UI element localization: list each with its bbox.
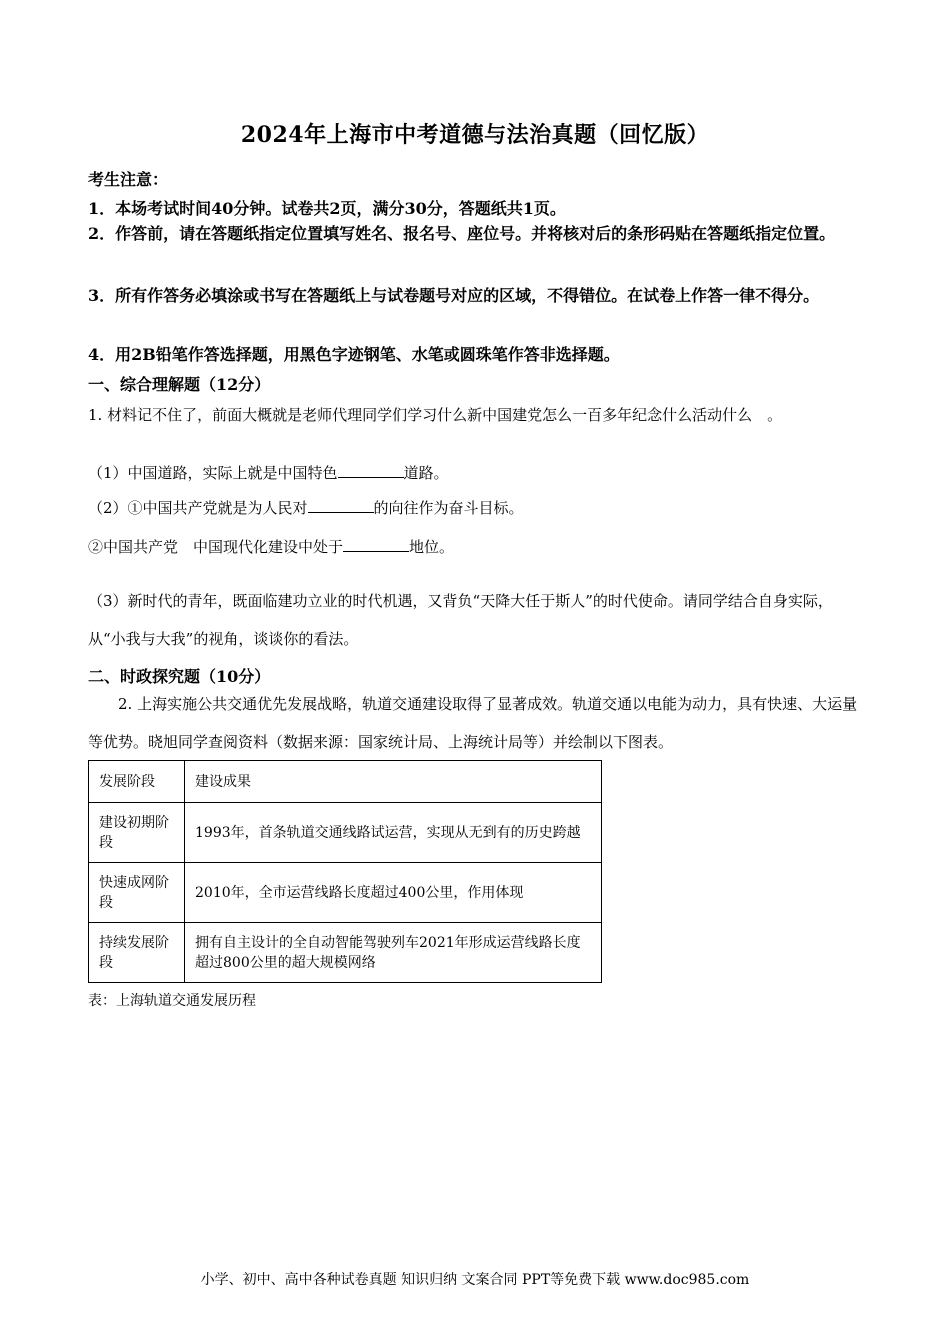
- table-row: [89, 923, 602, 983]
- notice-item-3: 3．所有作答务必填涂或书写在答题纸上与试卷题号对应的区域，不得错位。在试卷上作答一律不得分。: [88, 286, 820, 305]
- q1-part-1-text: （1）中国道路，实际上就是中国特色: [88, 464, 338, 482]
- table-header-cell: 建设成果: [185, 761, 602, 803]
- table-header-cell: 发展阶段: [89, 761, 185, 803]
- q1-part-2a-text: （2）①中国共产党就是为人民对: [88, 499, 308, 517]
- q2-intro: 2. 上海实施公共交通优先发展战略，轨道交通建设取得了显著成效。轨道交通以电能为动力，具有快速、大运量等优势。晓旭同学查阅资料（数据来源：国家统计局、上海统计局等）并绘制以下图表。: [88, 695, 858, 751]
- q1-part-2b-end: 地位。: [409, 538, 455, 556]
- notice-item-2: 2．作答前，请在答题纸指定位置填写姓名、报名号、座位号。并将核对后的条形码贴在答题纸指定位置。: [88, 224, 836, 243]
- table-caption: 表：上海轨道交通发展历程: [88, 993, 256, 1009]
- q1-part-2b-text: ②中国共产党 中国现代化建设中处于: [88, 538, 344, 556]
- table-cell-result: 1993年，首条轨道交通线路试运营，实现从无到有的历史跨越: [185, 803, 602, 863]
- table-cell-stage: 快速成网阶段: [89, 863, 185, 923]
- table-header-row: [89, 761, 602, 803]
- answer-blank: [343, 537, 409, 552]
- table-cell-result: 2010年，全市运营线路长度超过400公里，作用体现: [185, 863, 602, 923]
- q1-part-1-end: 道路。: [403, 464, 449, 482]
- q1-part-2b: [88, 536, 454, 557]
- page-title: 2024年上海市中考道德与法治真题（回忆版）: [240, 122, 710, 148]
- page-footer: 小学、初中、高中各种试卷真题 知识归纳 文案合同 PPT等免费下载 www.doc985.com: [200, 1272, 750, 1288]
- section-2-heading: 二、时政探究题（10分）: [88, 667, 271, 686]
- table-cell-stage: 建设初期阶段: [89, 803, 185, 863]
- q1-part-3: （3）新时代的青年，既面临建功立业的时代机遇，又背负“天降大任于斯人”的时代使命。请同学结合自身实际，从“小我与大我”的视角，谈谈你的看法。: [88, 592, 833, 648]
- notice-item-1: 1．本场考试时间40分钟。试卷共2页，满分30分，答题纸共1页。: [88, 199, 566, 218]
- q1-part-2a: [88, 497, 524, 518]
- table-row: [89, 863, 602, 923]
- answer-blank: [308, 498, 374, 513]
- q1-part-2a-end: 的向往作为奋斗目标。: [373, 499, 524, 517]
- notice-item-4: 4．用2B铅笔作答选择题，用黑色字迹钢笔、水笔或圆珠笔作答非选择题。: [88, 345, 620, 364]
- section-1-heading: 一、综合理解题（12分）: [88, 375, 271, 394]
- table-cell-result: 拥有自主设计的全自动智能驾驶列车2021年形成运营线路长度超过800公里的超大规模网络: [185, 923, 602, 983]
- q1-material: 1. 材料记不住了，前面大概就是老师代理同学们学习什么新中国建党怎么一百多年纪念什么活动什么 。: [88, 406, 783, 424]
- notice-heading: 考生注意：: [88, 170, 169, 189]
- table-row: [89, 803, 602, 863]
- development-table: [88, 760, 602, 983]
- answer-blank: [338, 463, 404, 478]
- table-cell-stage: 持续发展阶段: [89, 923, 185, 983]
- q1-part-1: [88, 462, 449, 483]
